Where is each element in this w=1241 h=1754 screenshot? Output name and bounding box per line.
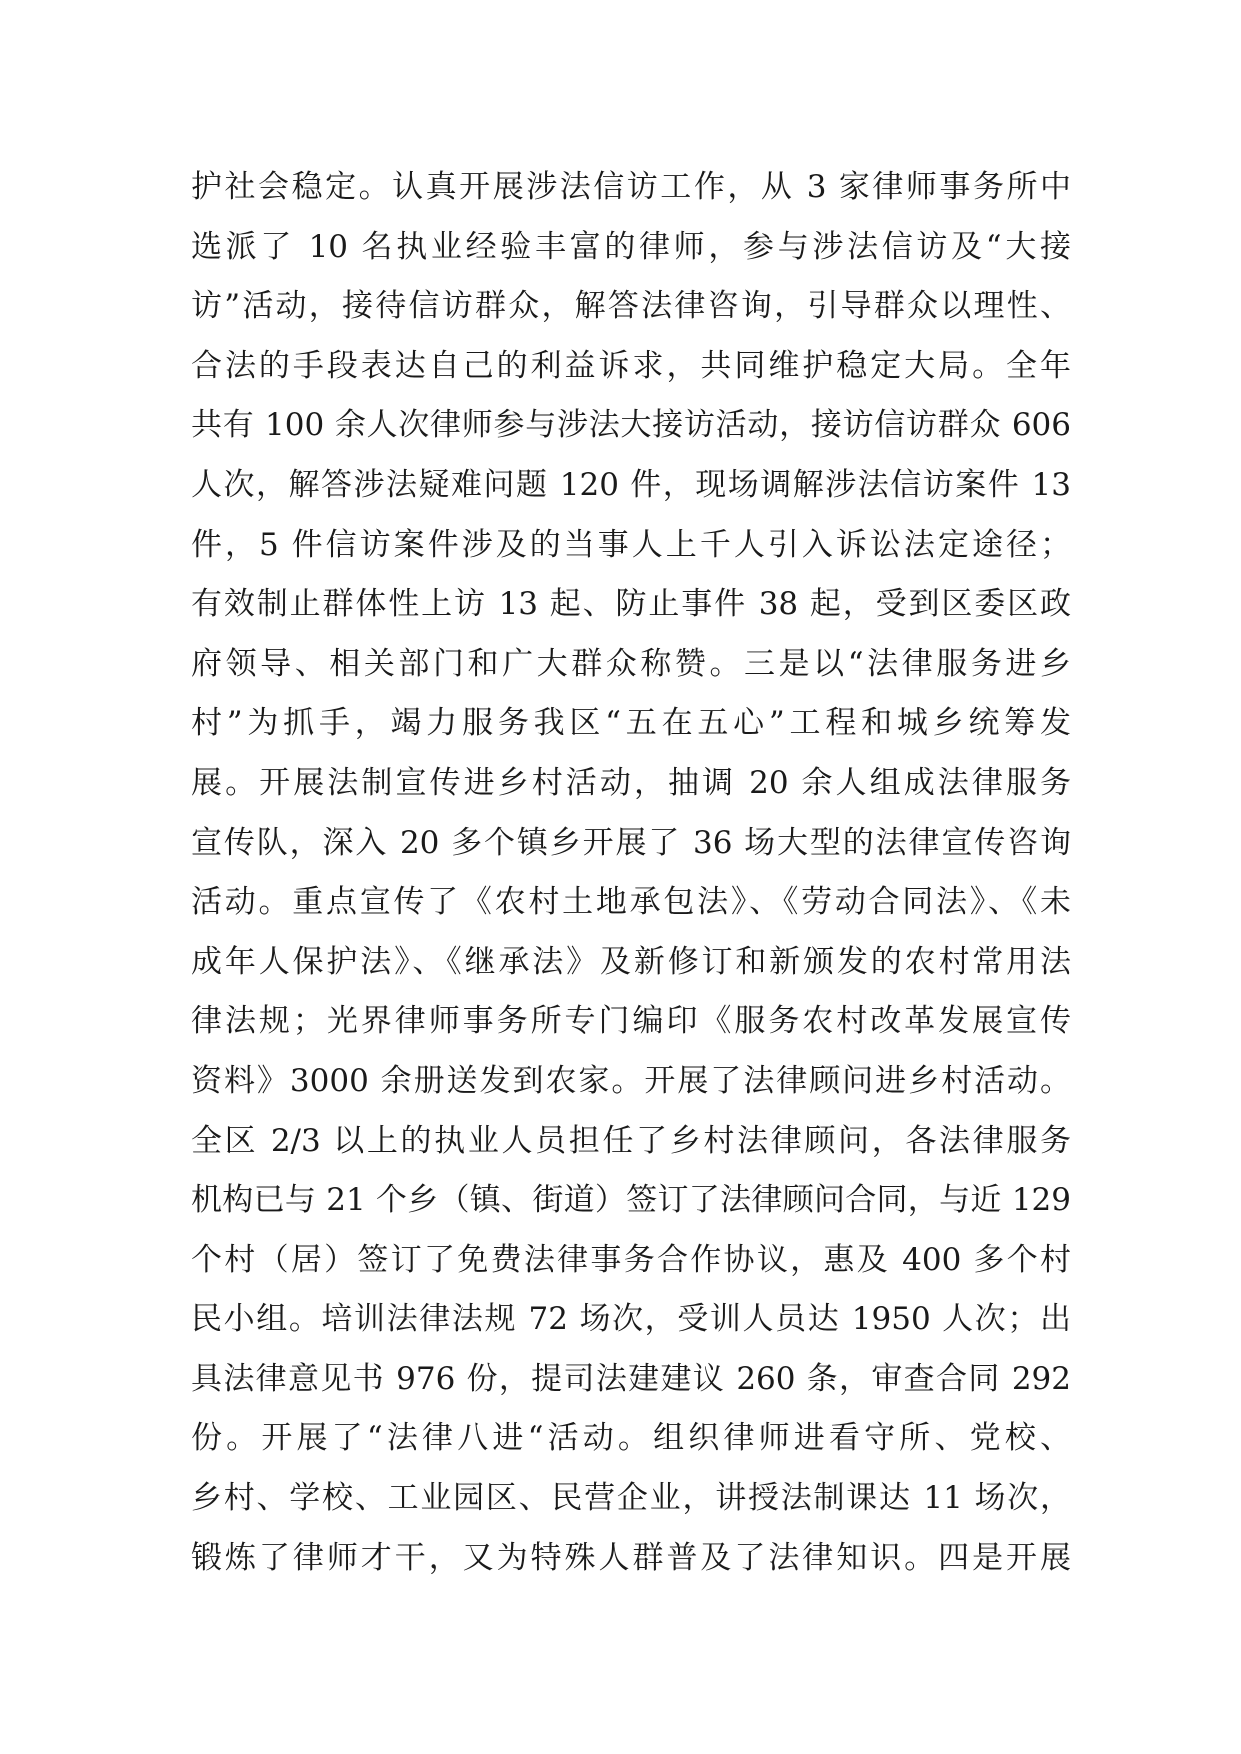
text-line: 乡村、学校、工业园区、民营企业，讲授法制课达 11 场次， (191, 1480, 1071, 1517)
text-line: 律法规；光界律师事务所专门编印《服务农村改革发展宣传 (191, 1003, 1071, 1040)
text-line: 具法律意见书 976 份，提司法建建议 260 条，审查合同 292 (191, 1360, 1071, 1397)
text-line: 有效制止群体性上访 13 起、防止事件 38 起，受到区委区政 (191, 586, 1071, 623)
text-line: 选派了 10 名执业经验丰富的律师，参与涉法信访及“大接 (191, 228, 1071, 265)
text-line: 合法的手段表达自己的利益诉求，共同维护稳定大局。全年 (191, 347, 1071, 384)
text-line: 宣传队，深入 20 多个镇乡开展了 36 场大型的法律宣传咨询 (191, 824, 1071, 861)
text-line: 件，5 件信访案件涉及的当事人上千人引入诉讼法定途径； (191, 526, 1071, 563)
text-line: 人次，解答涉法疑难问题 120 件，现场调解涉法信访案件 13 (191, 466, 1071, 503)
text-line: 个村（居）签订了免费法律事务合作协议，惠及 400 多个村 (191, 1241, 1071, 1278)
text-line: 访”活动，接待信访群众，解答法律咨询，引导群众以理性、 (191, 288, 1071, 325)
text-line: 展。开展法制宣传进乡村活动，抽调 20 余人组成法律服务 (191, 764, 1071, 801)
text-line: 资料》3000 余册送发到农家。开展了法律顾问进乡村活动。 (191, 1062, 1071, 1099)
text-line: 村”为抓手，竭力服务我区“五在五心”工程和城乡统筹发 (191, 705, 1071, 742)
text-line: 机构已与 21 个乡（镇、街道）签订了法律顾问合同，与近 129 (191, 1182, 1071, 1219)
text-line: 民小组。培训法律法规 72 场次，受训人员达 1950 人次；出 (191, 1301, 1071, 1338)
text-line: 府领导、相关部门和广大群众称赞。三是以“法律服务进乡 (191, 645, 1071, 682)
text-line: 份。开展了“法律八进“活动。组织律师进看守所、党校、 (191, 1420, 1071, 1457)
text-line: 锻炼了律师才干，又为特殊人群普及了法律知识。四是开展 (191, 1539, 1071, 1576)
text-line: 共有 100 余人次律师参与涉法大接访活动，接访信访群众 606 (191, 407, 1071, 444)
text-line: 全区 2/3 以上的执业人员担任了乡村法律顾问，各法律服务 (191, 1122, 1071, 1159)
text-line: 护社会稳定。认真开展涉法信访工作，从 3 家律师事务所中 (191, 169, 1071, 205)
body-paragraph (191, 158, 1071, 1588)
text-line: 活动。重点宣传了《农村土地承包法》、《劳动合同法》、《未 (191, 884, 1071, 921)
text-line: 成年人保护法》、《继承法》及新修订和新颁发的农村常用法 (191, 943, 1071, 980)
